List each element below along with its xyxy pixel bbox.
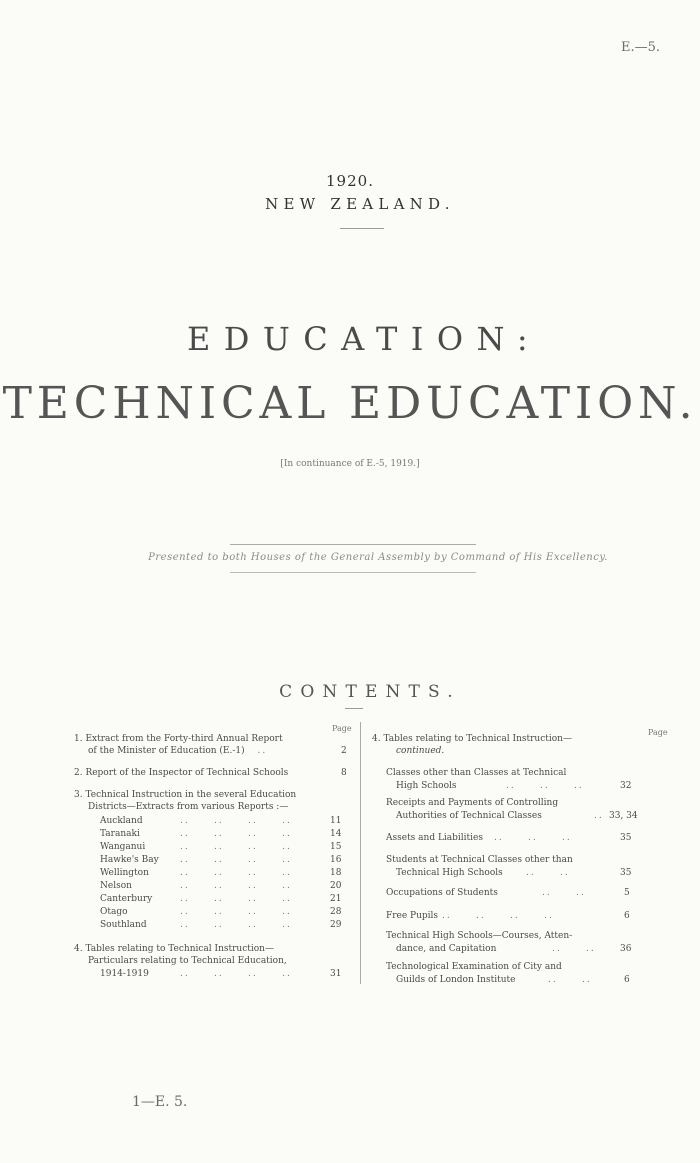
- toc-item-text: Particulars relating to Technical Education,: [88, 956, 287, 966]
- toc-item: [396, 781, 584, 791]
- leader-dots: .. .. .. ..: [180, 894, 292, 904]
- column-separator: [360, 722, 361, 984]
- leader-dots: .. ..: [552, 944, 596, 954]
- leader-dots: ..: [257, 746, 268, 756]
- toc-item: [88, 956, 287, 966]
- toc-item-text: of the Minister of Education (E.-1): [88, 746, 245, 756]
- toc-item: [100, 969, 292, 979]
- leader-dots: .. .. .. ..: [180, 855, 292, 865]
- toc-item: [396, 944, 596, 954]
- toc-item-text: Classes other than Classes at Technical: [386, 768, 567, 778]
- toc-item-text: Authorities of Technical Classes: [396, 811, 542, 821]
- toc-item: [396, 868, 570, 878]
- toc-page: 6: [624, 975, 630, 985]
- leader-dots: .. .. ..: [494, 833, 572, 843]
- toc-item: [74, 734, 283, 744]
- toc-item-text: continued.: [396, 746, 445, 756]
- toc-item-text: Receipts and Payments of Controlling: [386, 798, 559, 808]
- toc-item: [100, 920, 292, 930]
- presented-line: Presented to both Houses of the General Assembly by Command of His Excellency.: [148, 552, 608, 563]
- title-sub: TECHNICAL EDUCATION.: [2, 378, 698, 429]
- toc-item: [88, 746, 267, 756]
- year: 1920.: [326, 172, 374, 190]
- toc-item: [396, 746, 444, 756]
- contents-heading: CONTENTS.: [279, 682, 461, 702]
- toc-item: [386, 962, 562, 972]
- toc-page: 2: [341, 746, 347, 756]
- toc-item-text: Auckland: [100, 816, 143, 826]
- toc-item: [100, 829, 292, 839]
- toc-item: [100, 816, 292, 826]
- toc-page: 21: [330, 894, 342, 904]
- toc-item-text: Otago: [100, 907, 128, 917]
- toc-item: [396, 811, 604, 821]
- leader-dots: .. .. .. ..: [180, 881, 292, 891]
- divider: [340, 228, 384, 229]
- divider: [345, 708, 363, 709]
- toc-item: [372, 734, 572, 744]
- leader-dots: ..: [594, 811, 604, 821]
- leader-dots: .. ..: [548, 975, 592, 985]
- toc-item-text: Free Pupils: [386, 911, 439, 921]
- toc-item-text: Districts—Extracts from various Reports :—: [88, 802, 289, 812]
- toc-item: [386, 911, 554, 921]
- toc-item-text: Students at Technical Classes other than: [386, 855, 573, 865]
- leader-dots: .. .. ..: [506, 781, 584, 791]
- leader-dots: .. ..: [542, 888, 586, 898]
- toc-item-text: 4. Tables relating to Technical Instruction—: [74, 944, 274, 954]
- footer-signature: 1—E. 5.: [132, 1094, 188, 1110]
- toc-page: 29: [330, 920, 342, 930]
- page-label-right: Page: [648, 728, 668, 737]
- toc-item-text: High Schools: [396, 781, 457, 791]
- toc-item-text: Technical High Schools: [396, 868, 503, 878]
- toc-item-text: Wanganui: [100, 842, 146, 852]
- continuance-note: [In continuance of E.-5, 1919.]: [280, 459, 420, 469]
- toc-item: [100, 868, 292, 878]
- toc-item-text: Guilds of London Institute: [396, 975, 516, 985]
- toc-item-text: Nelson: [100, 881, 132, 891]
- toc-page: 35: [620, 868, 632, 878]
- toc-item-text: 1914-1919: [100, 969, 149, 979]
- page-label-left: Page: [332, 724, 352, 733]
- toc-item-text: Technical High Schools—Courses, Atten-: [386, 931, 573, 941]
- leader-dots: .. .. .. ..: [180, 816, 292, 826]
- toc-page: 31: [330, 969, 342, 979]
- toc-item-text: Southland: [100, 920, 147, 930]
- leader-dots: .. .. .. ..: [180, 920, 292, 930]
- toc-item: [386, 931, 572, 941]
- toc-page: 28: [330, 907, 342, 917]
- toc-page: 16: [330, 855, 342, 865]
- toc-page: 6: [624, 911, 630, 921]
- leader-dots: .. .. .. ..: [442, 911, 554, 921]
- toc-item-text: Taranaki: [100, 829, 140, 839]
- toc-item-text: 1. Extract from the Forty-third Annual Report: [74, 734, 283, 744]
- toc-item: [386, 798, 558, 808]
- toc-item: [74, 790, 296, 800]
- toc-item-text: Occupations of Students: [386, 888, 498, 898]
- toc-page: 5: [624, 888, 630, 898]
- toc-item: [88, 802, 288, 812]
- toc-item-text: Wellington: [100, 868, 149, 878]
- leader-dots: .. .. .. ..: [180, 842, 292, 852]
- toc-item: [74, 944, 274, 954]
- toc-page: 14: [330, 829, 342, 839]
- toc-page: 20: [330, 881, 342, 891]
- toc-item: [100, 881, 292, 891]
- title-main: EDUCATION:: [186, 320, 542, 358]
- toc-page: 8: [341, 768, 347, 778]
- toc-item-text: Hawke's Bay: [100, 855, 159, 865]
- toc-item: [100, 855, 292, 865]
- leader-dots: .. .. .. ..: [180, 907, 292, 917]
- toc-page: 35: [620, 833, 632, 843]
- leader-dots: .. ..: [526, 868, 570, 878]
- toc-item: [386, 855, 573, 865]
- toc-item: [100, 842, 292, 852]
- toc-item-text: 2. Report of the Inspector of Technical Schools: [74, 768, 289, 778]
- country: NEW ZEALAND.: [265, 195, 455, 213]
- toc-item: [386, 888, 586, 898]
- toc-item: [386, 768, 566, 778]
- toc-page: 36: [620, 944, 632, 954]
- toc-page: 18: [330, 868, 342, 878]
- divider: [230, 572, 476, 573]
- toc-item-text: Assets and Liabilities: [386, 833, 484, 843]
- toc-item: [100, 907, 292, 917]
- toc-page: 32: [620, 781, 632, 791]
- leader-dots: .. .. .. ..: [180, 969, 292, 979]
- toc-item: [74, 768, 288, 778]
- toc-page: 33, 34: [609, 811, 638, 821]
- toc-item-text: dance, and Capitation: [396, 944, 497, 954]
- toc-item: [100, 894, 292, 904]
- toc-item-text: Canterbury: [100, 894, 153, 904]
- toc-item: [396, 975, 592, 985]
- toc-item-text: 4. Tables relating to Technical Instruction—: [372, 734, 572, 744]
- divider: [230, 544, 476, 545]
- toc-item-text: Technological Examination of City and: [386, 962, 562, 972]
- leader-dots: .. .. .. ..: [180, 829, 292, 839]
- page-reference: E.—5.: [620, 40, 660, 55]
- toc-page: 15: [330, 842, 342, 852]
- toc-page: 11: [330, 816, 342, 826]
- leader-dots: .. .. .. ..: [180, 868, 292, 878]
- toc-item-text: 3. Technical Instruction in the several Education: [74, 790, 297, 800]
- toc-item: [386, 833, 572, 843]
